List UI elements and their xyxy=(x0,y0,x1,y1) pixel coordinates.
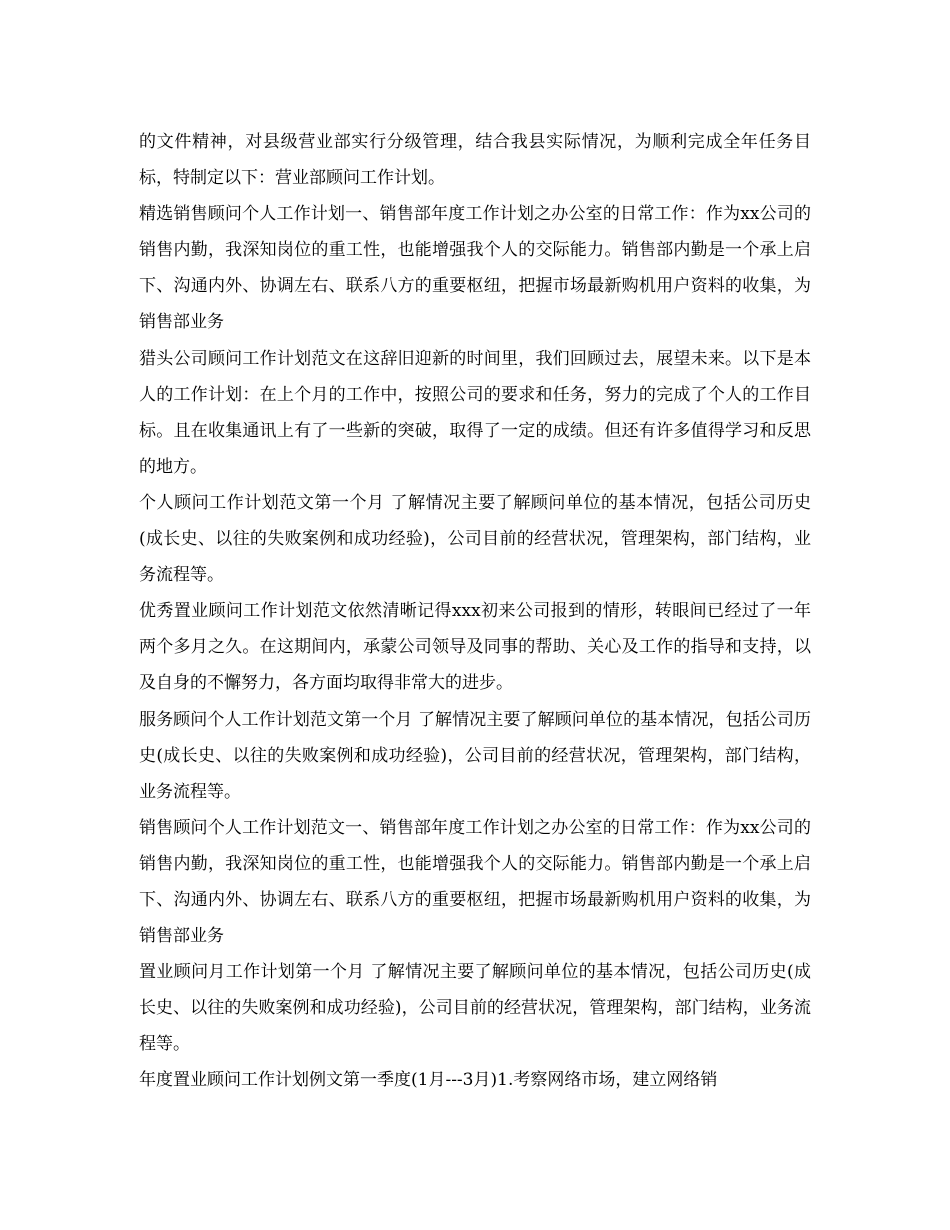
paragraph: 个人顾问工作计划范文第一个月 了解情况主要了解顾问单位的基本情况，包括公司历史(成长史、以往的失败案例和成功经验)，公司目前的经营状况，管理架构，部门结构，业务流程等。 xyxy=(139,492,811,586)
paragraph: 销售顾问个人工作计划范文一、销售部年度工作计划之办公室的日常工作：作为xx公司的销售内勤，我深知岗位的重工性，也能增强我个人的交际能力。销售部内勤是一个承上启下、沟通内外、协调左右、联系八方的重要枢纽，把握市场最新购机用户资料的收集，为销售部业务 xyxy=(139,817,811,947)
paragraph: 的文件精神，对县级营业部实行分级管理，结合我县实际情况，为顺利完成全年任务目标，特制定以下：营业部顾问工作计划。 xyxy=(139,132,811,189)
paragraph: 年度置业顾问工作计划例文第一季度(1月---3月)1.考察网络市场，建立网络销 xyxy=(139,1070,718,1091)
paragraph: 精选销售顾问个人工作计划一、销售部年度工作计划之办公室的日常工作：作为xx公司的销售内勤，我深知岗位的重工性，也能增强我个人的交际能力。销售部内勤是一个承上启下、沟通内外、协调左右、联系八方的重要枢纽，把握市场最新购机用户资料的收集，为销售部业务 xyxy=(139,204,811,333)
paragraph: 优秀置业顾问工作计划范文依然清晰记得xxx初来公司报到的情形，转眼间已经过了一年两个多月之久。在这期间内，承蒙公司领导及同事的帮助、关心及工作的指导和支持，以及自身的不懈努力，各方面均取得非常大的进步。 xyxy=(139,601,811,694)
document-body xyxy=(139,124,811,1099)
paragraph: 猎头公司顾问工作计划范文在这辞旧迎新的时间里，我们回顾过去，展望未来。以下是本人的工作计划：在上个月的工作中，按照公司的要求和任务，努力的完成了个人的工作目标。且在收集通讯上有了一些新的突破，取得了一定的成绩。但还有许多值得学习和反思的地方。 xyxy=(139,348,811,477)
paragraph: 置业顾问月工作计划第一个月 了解情况主要了解顾问单位的基本情况，包括公司历史(成长史、以往的失败案例和成功经验)，公司目前的经营状况，管理架构，部门结构，业务流程等。 xyxy=(139,962,811,1055)
paragraph: 服务顾问个人工作计划范文第一个月 了解情况主要了解顾问单位的基本情况，包括公司历史(成长史、以往的失败案例和成功经验)，公司目前的经营状况，管理架构，部门结构，业务流程等。 xyxy=(139,709,811,802)
